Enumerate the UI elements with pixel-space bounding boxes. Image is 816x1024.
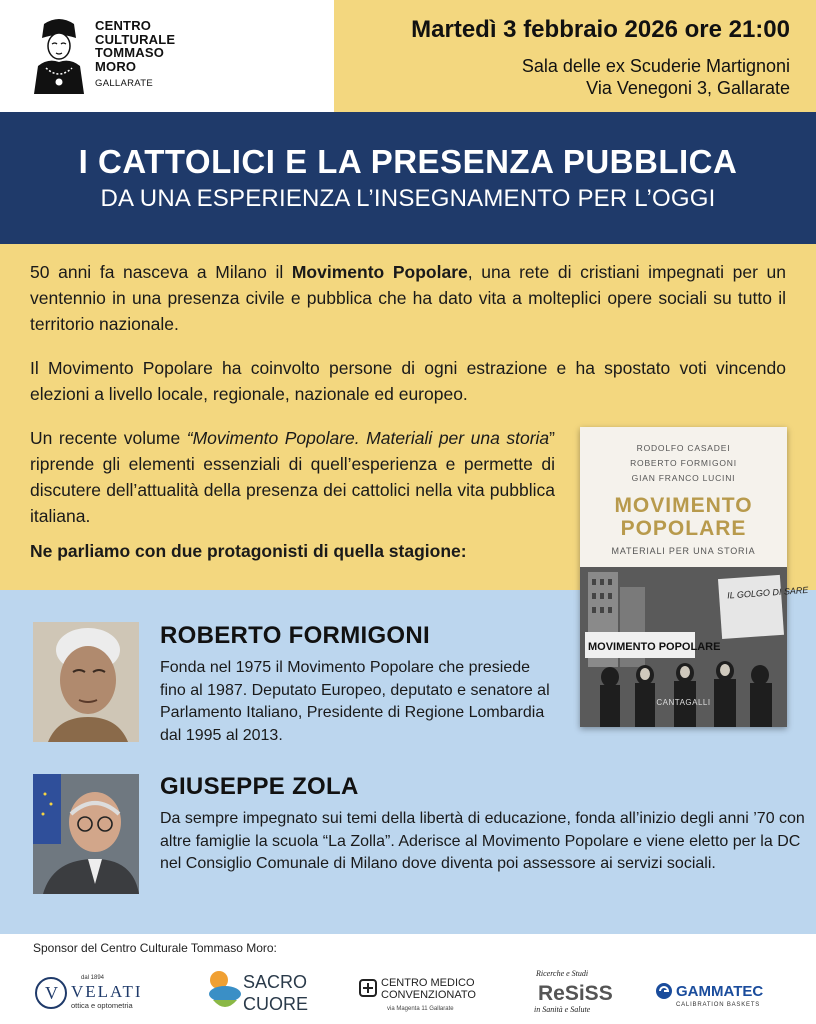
speaker-name-1: ROBERTO FORMIGONI	[160, 622, 430, 649]
intro-paragraph-1	[30, 259, 786, 337]
photo-banner-text: MOVIMENTO POPOLARE	[588, 641, 721, 653]
event-date: Martedì 3 febbraio 2026 ore 21:00	[411, 16, 790, 43]
logo-text	[95, 19, 175, 91]
centro-address: via Magenta 11 Gallarate	[387, 1006, 454, 1012]
title-band	[0, 112, 816, 244]
main-title: I CATTOLICI E LA PRESENZA PUBBLICA	[78, 143, 738, 180]
centro-medico-logo	[357, 966, 502, 1016]
photo-sign-text: IL GOLGO DI SARE	[726, 584, 809, 601]
intro-p1-bold: Movimento Popolare	[291, 262, 468, 282]
book-title-italic: “Movimento Popolare. Materiali per una storia	[186, 428, 550, 448]
speaker-name-2: GIUSEPPE ZOLA	[160, 773, 359, 800]
resiss-name: ReSiSS	[538, 982, 613, 1005]
header	[0, 0, 816, 112]
speaker-photo-zola	[33, 774, 139, 894]
logo-city: GALLARATE	[95, 78, 153, 89]
gammatec-logo	[654, 966, 784, 1016]
book-title	[580, 494, 787, 540]
velati-since: dal 1894	[81, 975, 105, 981]
book-author-3: GIAN FRANCO LUCINI	[631, 473, 736, 483]
book-cover-photo	[580, 567, 809, 727]
logo-line-1: CENTRO	[95, 18, 152, 33]
intro-paragraph-2: Il Movimento Popolare ha coinvolto persone di ogni estrazione e ha spostato voti vincendo elezioni a livello locale, regionale, nazionale ed europeo.	[30, 358, 786, 404]
sponsors-label: Sponsor del Centro Culturale Tommaso Moro:	[33, 941, 277, 955]
centro-line-2: CONVENZIONATO	[381, 989, 476, 1001]
intro-p1-start: 50 anni fa nasceva a Milano il	[30, 262, 292, 282]
event-info-area	[334, 0, 816, 112]
book-publisher: CANTAGALLI	[656, 698, 711, 707]
gamma-name: GAMMATEC	[676, 983, 764, 1000]
portrait-icon	[33, 622, 139, 742]
velati-tagline: ottica e optometria	[71, 1001, 133, 1010]
book-title-line-2: POPOLARE	[620, 517, 747, 540]
resiss-logo	[530, 966, 620, 1016]
logo-line-4: MORO	[95, 58, 137, 74]
book-author-1: RODOLFO CASADEI	[636, 443, 731, 453]
speaker-bio-1: Fonda nel 1975 il Movimento Popolare che presiede fino al 1987. Deputato Europeo, deputato e senatore al Parlamento Italiano, Presidente di Regione Lombardia dal 1995 al 2013.	[160, 659, 550, 744]
thomas-more-portrait-icon	[30, 16, 88, 94]
event-venue	[522, 55, 790, 99]
centro-line-1: CENTRO MEDICO	[381, 977, 475, 989]
logo-area	[0, 0, 334, 112]
resiss-bottom: in Sanità e Salute	[534, 1005, 591, 1014]
speaker-photo-formigoni	[33, 622, 139, 742]
intro-p3-start: Un recente volume	[30, 428, 187, 448]
intro-p1-end: , una rete di cristiani impegnati per un ventennio in una presenza civile e pubblica che ha dato vita a molteplici opere sociali su tutto il territorio nazionale.	[30, 262, 787, 334]
book-subtitle: MATERIALI PER UNA STORIA	[611, 546, 756, 556]
sacro-line-2: CUORE	[243, 994, 309, 1014]
sub-title: DA UNA ESPERIENZA L’INSEGNAMENTO PER L’OGGI	[100, 185, 716, 212]
logo-line-3: TOMMASO	[95, 45, 165, 60]
venue-line-2: Via Venegoni 3, Gallarate	[586, 78, 790, 98]
speakers-lead: Ne parliamo con due protagonisti di quella stagione:	[30, 541, 467, 561]
velati-logo	[33, 966, 163, 1016]
svg-text:V: V	[45, 983, 58, 1003]
logo-line-2: CULTURALE	[95, 31, 176, 47]
intro-paragraph-3	[30, 425, 555, 529]
resiss-top: Ricerche e Studi	[536, 969, 589, 978]
intro-p3-end: ” riprende gli elementi essenziali di quell’esperienza e permette di discutere dell’attualità della presenza dei cattolici nella vita pubblica italiana.	[30, 428, 555, 526]
book-authors	[580, 441, 787, 486]
portrait-icon	[33, 774, 139, 894]
venue-line-1: Sala delle ex Scuderie Martignoni	[521, 56, 790, 76]
velati-name: VELATI	[71, 982, 143, 1001]
sacro-line-1: SACRO	[243, 972, 308, 992]
speaker-bio-2: Da sempre impegnato sui temi della libertà di educazione, fonda all’inizio degli anni ’70 con altre famiglie la scuola “La Zolla”. Aderisce al Movimento Popolare e viene eletto per la DC nel Consiglio Comunale di Milano dove diventa poi assessore ai servizi sociali.	[160, 810, 805, 872]
book-cover	[580, 427, 809, 727]
gamma-tagline: CALIBRATION BASKETS	[676, 1002, 761, 1008]
book-title-line-1: MOVIMENTO	[614, 494, 753, 517]
sacro-cuore-logo	[205, 966, 325, 1016]
book-author-2: ROBERTO FORMIGONI	[630, 458, 737, 468]
